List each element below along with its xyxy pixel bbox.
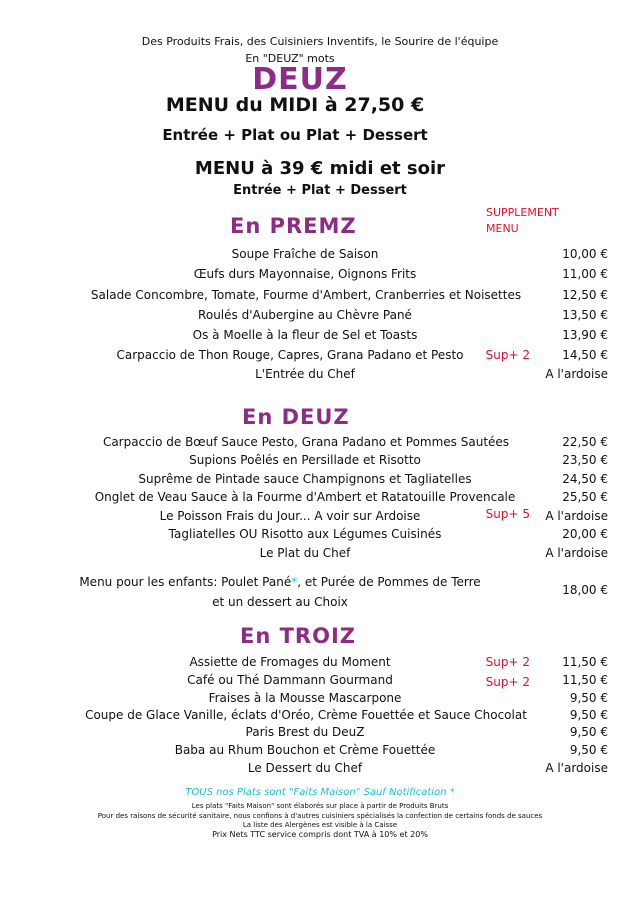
menu-item-name: Roulés d'Aubergine au Chèvre Pané <box>198 308 412 322</box>
kids-menu-side: , et Purée de Pommes de Terre <box>297 575 481 589</box>
section-title-deuz: En DEUZ <box>242 405 350 429</box>
menu-midi-title: MENU du MIDI à 27,50 € <box>165 94 425 116</box>
supplement-badge: Sup+ 2 <box>485 655 530 669</box>
footer-line-1: Les plats "Faits Maison" sont élaborés sur place à partir de Produits Bruts <box>191 802 449 810</box>
supplement-badge: Sup+ 2 <box>485 675 530 689</box>
menu-item-name: Soupe Fraîche de Saison <box>231 247 379 261</box>
menu-item-name: Paris Brest du DeuZ <box>245 725 365 739</box>
footer-line-4: Prix Nets TTC service compris dont TVA à 10% et 20% <box>212 830 428 839</box>
kids-menu <box>70 572 490 612</box>
menu-item-name: Le Plat du Chef <box>259 546 351 560</box>
kids-menu-line1 <box>70 572 490 592</box>
menu-midi-formula: Entrée + Plat ou Plat + Dessert <box>162 126 428 144</box>
menu-item-price: 10,00 € <box>562 247 608 261</box>
menu-item-price: 9,50 € <box>569 708 608 722</box>
supplement-label-menu: MENU <box>486 222 519 235</box>
menu-soir-title: MENU à 39 € midi et soir <box>194 158 446 179</box>
section-title-premz: En PREMZ <box>230 214 357 238</box>
menu-item-name: Œufs durs Mayonnaise, Oignons Frits <box>193 267 417 281</box>
kids-menu-main: Menu pour les enfants: Poulet Pané <box>79 575 292 589</box>
menu-item-price: 11,50 € <box>562 673 608 687</box>
menu-item-name: Suprême de Pintade sauce Champignons et Tagliatelles <box>138 472 472 486</box>
menu-item-price: 14,50 € <box>562 348 608 362</box>
homemade-exception-star: * <box>291 575 298 589</box>
menu-item-price: 25,50 € <box>562 490 608 504</box>
menu-item-price: 9,50 € <box>569 691 608 705</box>
menu-item-price: 12,50 € <box>562 288 608 302</box>
section-title-troiz: En TROIZ <box>240 624 356 648</box>
menu-item-price: 11,50 € <box>562 655 608 669</box>
menu-item-price: 11,00 € <box>562 267 608 281</box>
menu-item-price: 22,50 € <box>562 435 608 449</box>
menu-item-price: 20,00 € <box>562 527 608 541</box>
menu-item-name: L'Entrée du Chef <box>255 367 355 381</box>
menu-item-name: Coupe de Glace Vanille, éclats d'Oréo, Crème Fouettée et Sauce Chocolat <box>85 708 527 722</box>
menu-item-name: Le Dessert du Chef <box>247 761 363 775</box>
kids-menu-line2: et un dessert au Choix <box>212 595 348 609</box>
menu-item-name: Onglet de Veau Sauce à la Fourme d'Ambert et Ratatouille Provencale <box>94 490 516 504</box>
menu-item-name: Carpaccio de Thon Rouge, Capres, Grana Padano et Pesto <box>116 348 464 362</box>
supplement-label: SUPPLEMENT <box>486 206 559 219</box>
supplement-badge: Sup+ 2 <box>485 348 530 362</box>
menu-item-price: A l'ardoise <box>545 509 608 523</box>
menu-item-name: Carpaccio de Bœuf Sauce Pesto, Grana Padano et Pommes Sautées <box>102 435 510 449</box>
mots-line: En "DEUZ" mots <box>245 52 335 65</box>
menu-item-price: 23,50 € <box>562 453 608 467</box>
menu-item-name: Os à Moelle à la fleur de Sel et Toasts <box>192 328 418 342</box>
menu-item-price: A l'ardoise <box>545 546 608 560</box>
menu-item-name: Fraises à la Mousse Mascarpone <box>208 691 402 705</box>
menu-item-name: Assiette de Fromages du Moment <box>189 655 391 669</box>
restaurant-name: DEUZ <box>252 62 348 97</box>
tagline: Des Produits Frais, des Cuisiniers Inventifs, le Sourire de l'équipe <box>141 35 499 48</box>
menu-item-price: 13,50 € <box>562 308 608 322</box>
menu-item-price: 9,50 € <box>569 743 608 757</box>
menu-item-name: Le Poisson Frais du Jour... A voir sur Ardoise <box>159 509 421 523</box>
menu-item-name: Salade Concombre, Tomate, Fourme d'Ambert, Cranberries et Noisettes <box>90 288 522 302</box>
menu-item-price: 24,50 € <box>562 472 608 486</box>
menu-item-name: Baba au Rhum Bouchon et Crème Fouettée <box>174 743 436 757</box>
faits-maison-note: TOUS nos Plats sont "Faits Maison" Sauf Notification * <box>185 787 455 798</box>
menu-item-name: Café ou Thé Dammann Gourmand <box>187 673 393 687</box>
menu-item-price: A l'ardoise <box>545 367 608 381</box>
menu-item-price: A l'ardoise <box>545 761 608 775</box>
menu-soir-formula: Entrée + Plat + Dessert <box>233 183 407 198</box>
supplement-badge: Sup+ 5 <box>485 507 530 521</box>
kids-menu-price: 18,00 € <box>562 583 608 597</box>
footer-line-2: Pour des raisons de sécurité sanitaire, nous confions à d'autres cuisiniers spécialisés la confection de certains fonds de sauces <box>97 812 543 820</box>
menu-item-name: Supions Poêlés en Persillade et Risotto <box>189 453 421 467</box>
menu-item-price: 9,50 € <box>569 725 608 739</box>
supplement-header <box>486 205 559 237</box>
menu-item-price: 13,90 € <box>562 328 608 342</box>
menu-item-name: Tagliatelles OU Risotto aux Légumes Cuisinés <box>168 527 442 541</box>
footer-line-3: La liste des Alergènes est visible à la Caisse <box>242 821 398 829</box>
